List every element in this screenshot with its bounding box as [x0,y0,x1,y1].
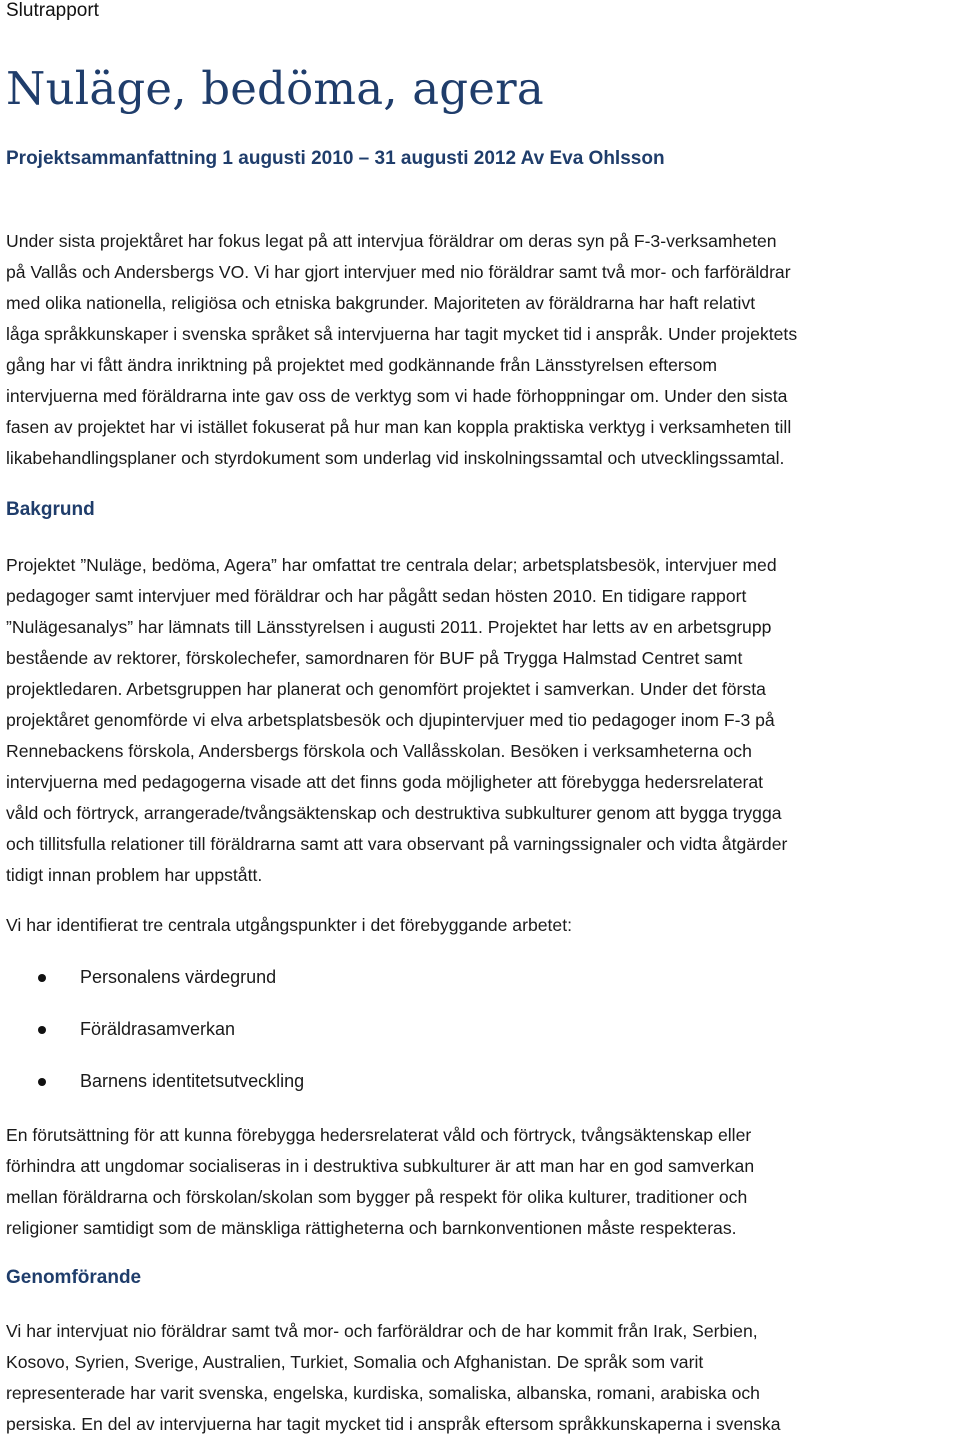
closing-line: mellan föräldrarna och förskolan/skolan som bygger på respekt för olika kulturer, traditioner och [6,1187,748,1207]
intro-line: intervjuerna med föräldrarna inte gav oss de verktyg som vi hade förhoppningar om. Under den sista [6,386,788,406]
intro-line: fasen av projektet har vi istället fokuserat på hur man kan koppla praktiska verktyg i verksamheten till [6,417,792,437]
list-item [0,962,500,992]
list-item [0,1066,500,1096]
genomforande-line: persiska. En del av intervjuerna har tagit mycket tid i anspråk eftersom språkkunskaperna i svenska [6,1414,781,1434]
intro-line: Under sista projektåret har fokus legat på att intervjua föräldrar om deras syn på F-3-verksamheten [6,231,777,251]
list-item-text: Personalens värdegrund [80,967,277,987]
bakgrund-line: ”Nulägesanalys” har lämnats till Länsstyrelsen i augusti 2011. Projektet har letts av en arbetsgrupp [6,617,772,637]
bullet-dot-icon [38,1026,46,1034]
list-item [0,1014,500,1044]
bakgrund-line: projektledaren. Arbetsgruppen har planerat och genomfört projektet i samverkan. Under det första [6,679,766,699]
intro-line: låga språkkunskaper i svenska språket så intervjuerna har tagit mycket tid i anspråk. Under projektets [6,324,798,344]
bakgrund-line: pedagoger samt intervjuer med föräldrar och har pågått sedan hösten 2010. En tidigare rapport [6,586,747,606]
bakgrund-line: projektåret genomförde vi elva arbetsplatsbesök och djupintervjuer med tio pedagoger inom F-3 på [6,710,775,730]
genomforande-line: Kosovo, Syrien, Sverige, Australien, Turkiet, Somalia och Afghanistan. De språk som varit [6,1352,704,1372]
section-heading-genomforande: Genomförande [6,1267,142,1288]
intro-line: gång har vi fått ändra inriktning på projektet med godkännande från Länsstyrelsen eftersom [6,355,718,375]
list-item-text: Barnens identitetsutveckling [80,1071,305,1091]
intro-line: med olika nationella, religiösa och etniska bakgrunder. Majoriteten av föräldrarna har haft relativt [6,293,756,313]
bakgrund-line: bestående av rektorer, förskolechefer, samordnaren för BUF på Trygga Halmstad Centret samt [6,648,743,668]
bakgrund-line: intervjuerna med pedagogerna visade att det finns goda möjligheter att förebygga hedersrelaterat [6,772,764,792]
document-title: Nuläge, bedöma, agera [6,62,544,115]
genomforande-line: representerade har varit svenska, engelska, kurdiska, somaliska, albanska, romani, arabiska och [6,1383,760,1403]
bullet-dot-icon [38,974,46,982]
bakgrund-lead-paragraph [6,910,958,941]
bakgrund-line: Projektet ”Nuläge, bedöma, Agera” har omfattat tre centrala delar; arbetsplatsbesök, intervjuer med [6,555,777,575]
bullet-dot-icon [38,1078,46,1086]
section-heading-bakgrund: Bakgrund [6,499,95,520]
intro-paragraph [6,226,958,474]
closing-line: religioner samtidigt som de mänskliga rättigheterna och barnkonventionen måste respekteras. [6,1218,737,1238]
bakgrund-paragraph [6,550,958,891]
intro-line: likabehandlingsplaner och styrdokument som underlag vid inskolningssamtal och utvecklingssamtal. [6,448,785,468]
genomforande-line: Vi har intervjuat nio föräldrar samt två mor- och farföräldrar och de har kommit från Irak, Serbien, [6,1321,758,1341]
list-item-text: Föräldrasamverkan [80,1019,236,1039]
bakgrund-line: och tillitsfulla relationer till föräldrarna samt att vara observant på varningssignaler och vidta åtgärder [6,834,788,854]
closing-line: förhindra att ungdomar socialiseras in i destruktiva subkulturer är att man har en god samverkan [6,1156,755,1176]
genomforande-paragraph [6,1316,958,1440]
bakgrund-line: tidigt innan problem har uppstått. [6,865,263,885]
closing-line: En förutsättning för att kunna förebygga hedersrelaterat våld och förtryck, tvångsäktenskap eller [6,1125,752,1145]
bakgrund-closing-paragraph [6,1120,958,1244]
bakgrund-line: våld och förtryck, arrangerade/tvångsäktenskap och destruktiva subkulturer genom att bygga trygga [6,803,782,823]
document-header-label: Slutrapport [6,0,99,21]
bakgrund-lead-line: Vi har identifierat tre centrala utgångspunkter i det förebyggande arbetet: [6,915,572,935]
intro-line: på Vallås och Andersbergs VO. Vi har gjort intervjuer med nio föräldrar samt två mor- och farföräldrar [6,262,791,282]
bakgrund-line: Rennebackens förskola, Andersbergs förskola och Vallåsskolan. Besöken i verksamheterna och [6,741,752,761]
document-subtitle: Projektsammanfattning 1 augusti 2010 – 31 augusti 2012 Av Eva Ohlsson [6,148,665,169]
